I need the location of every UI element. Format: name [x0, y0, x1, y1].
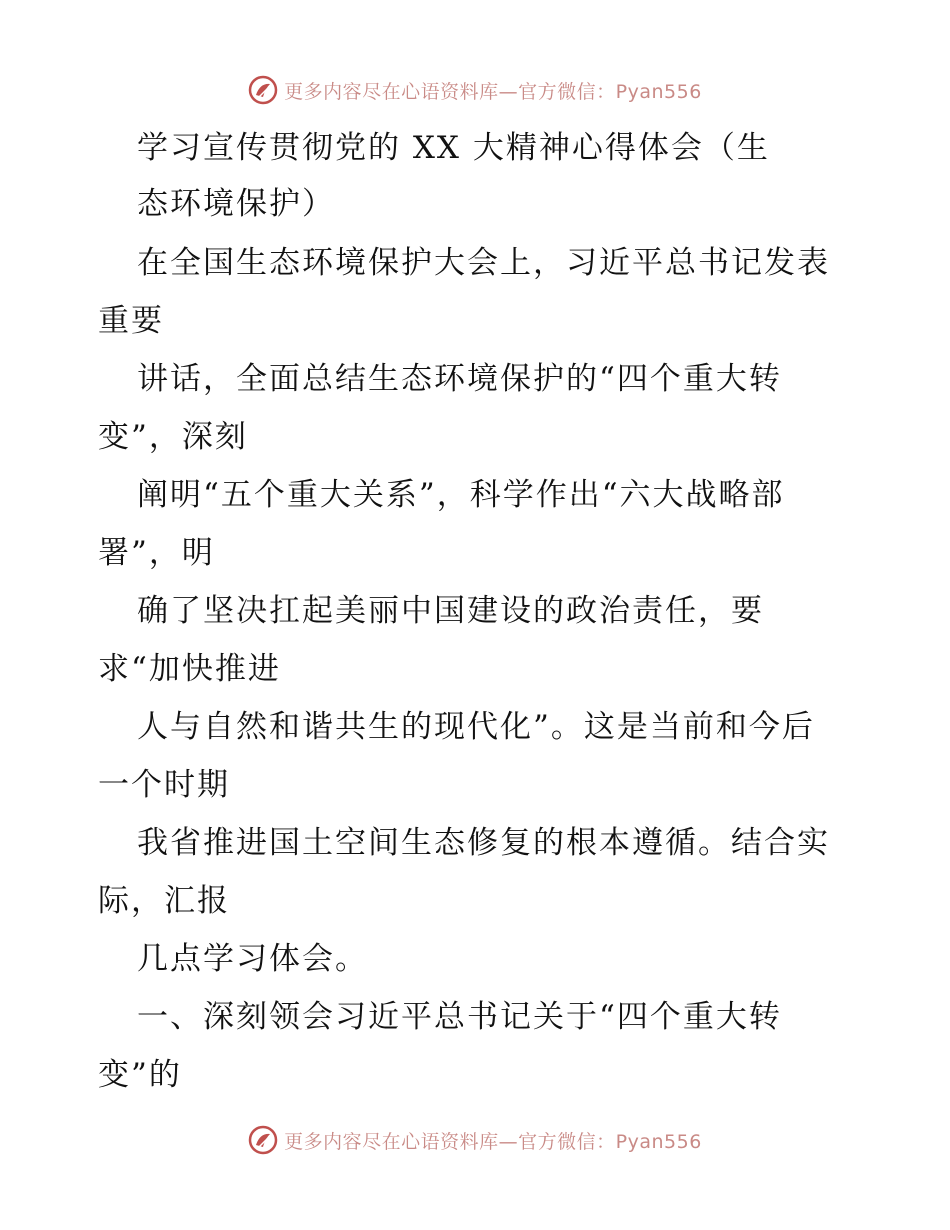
- paragraph-line: 署”，明: [98, 535, 215, 571]
- brand-logo-icon: [248, 1125, 278, 1155]
- banner-text: 更多内容尽在心语资料库—官方微信：Pyan556: [284, 80, 702, 103]
- paragraph-line: 几点学习体会。: [137, 941, 368, 977]
- section-heading-line: 变”的: [98, 1057, 182, 1093]
- paragraph-line: 在全国生态环境保护大会上，习近平总书记发表: [137, 245, 830, 281]
- paragraph-line: 际，汇报: [98, 883, 230, 919]
- title-line-1: 学习宣传贯彻党的 XX 大精神心得体会（生: [137, 130, 770, 166]
- brand-logo-icon: [248, 75, 278, 105]
- title-line-2: 态环境保护）: [137, 186, 335, 222]
- paragraph-line: 我省推进国土空间生态修复的根本遵循。结合实: [137, 825, 830, 861]
- paragraph-line: 变”，深刻: [98, 419, 248, 455]
- paragraph-line: 人与自然和谐共生的现代化”。这是当前和今后: [137, 709, 815, 745]
- paragraph-line: 求“加快推进: [98, 651, 281, 687]
- header-banner: [0, 70, 950, 110]
- paragraph-line: 讲话，全面总结生态环境保护的“四个重大转: [137, 361, 782, 397]
- paragraph-line: 重要: [98, 303, 164, 339]
- paragraph-line: 确了坚决扛起美丽中国建设的政治责任，要: [137, 593, 764, 629]
- paragraph-line: 一个时期: [98, 767, 230, 803]
- footer-banner: [0, 1120, 950, 1160]
- paragraph-line: 阐明“五个重大关系”，科学作出“六大战略部: [137, 477, 785, 513]
- banner-text: 更多内容尽在心语资料库—官方微信：Pyan556: [284, 1130, 702, 1153]
- section-heading-line: 一、深刻领会习近平总书记关于“四个重大转: [137, 999, 782, 1035]
